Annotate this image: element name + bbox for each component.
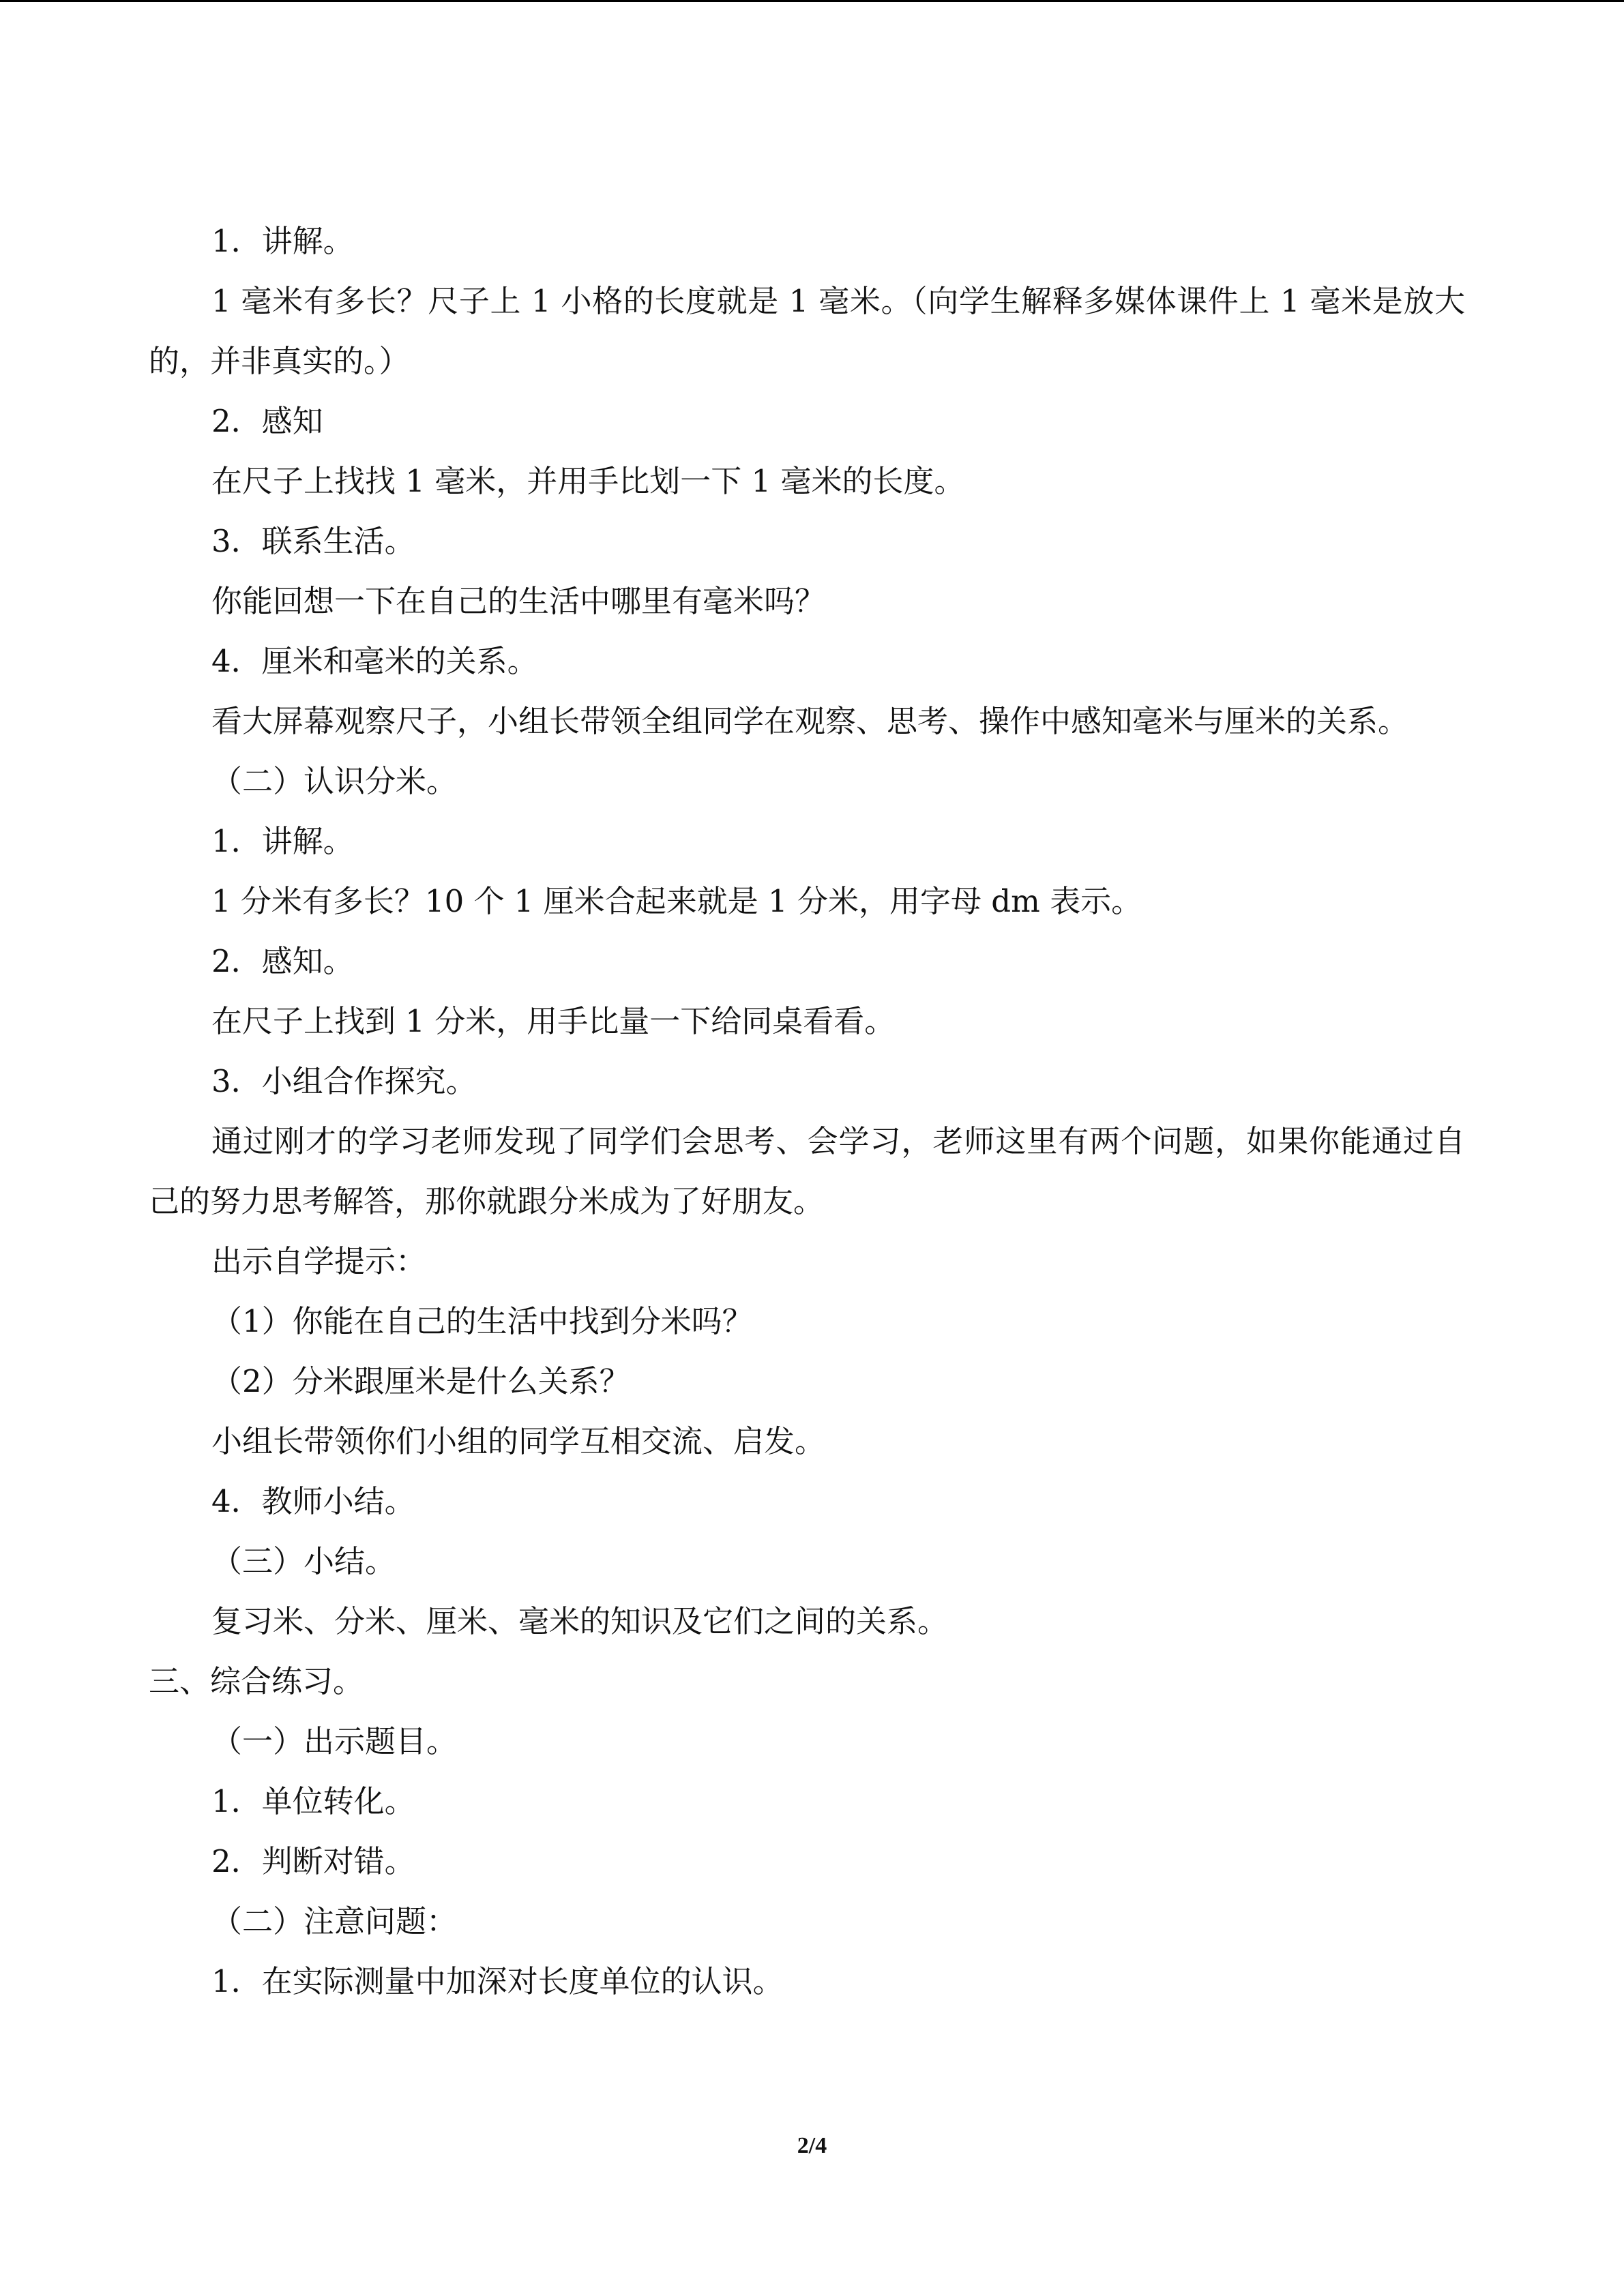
page-number: 2/4 [797,2133,827,2158]
paragraph-5: 3．联系生活。 [211,523,415,559]
paragraph-25: 1．单位转化。 [211,1783,415,1819]
paragraph-20: 4．教师小结。 [211,1483,415,1519]
paragraph-17: （1）你能在自己的生活中找到分米吗？ [211,1303,753,1339]
paragraph-2: 1 毫米有多长？尺子上 1 小格的长度就是 1 毫米。（向学生解释多媒体课件上 1 毫米是放大的，并非真实的。） [149,283,1465,379]
paragraph-21: （三）小结。 [211,1543,396,1579]
paragraph-9: （二）认识分米。 [211,763,458,799]
section-heading-3: 三、综合练习。 [149,1663,364,1699]
paragraph-1: 1．讲解。 [211,223,354,259]
paragraph-14: 3．小组合作探究。 [211,1063,477,1099]
document-body [149,211,1465,2012]
paragraph-19: 小组长带领你们小组的同学互相交流、启发。 [211,1423,826,1459]
paragraph-16: 出示自学提示： [211,1243,427,1279]
paragraph-13: 在尺子上找到 1 分米，用手比量一下给同桌看看。 [211,1003,896,1039]
paragraph-26: 2．判断对错。 [211,1843,415,1879]
paragraph-24: （一）出示题目。 [211,1723,458,1759]
paragraph-12: 2．感知。 [211,943,354,979]
paragraph-27: （二）注意问题： [211,1903,458,1939]
paragraph-22: 复习米、分米、厘米、毫米的知识及它们之间的关系。 [211,1603,949,1639]
paragraph-3: 2．感知 [211,403,323,439]
paragraph-6: 你能回想一下在自己的生活中哪里有毫米吗？ [211,583,826,619]
paragraph-4: 在尺子上找找 1 毫米，并用手比划一下 1 毫米的长度。 [211,463,965,499]
paragraph-10: 1．讲解。 [211,823,354,859]
paragraph-28: 1．在实际测量中加深对长度单位的认识。 [211,1963,784,1999]
paragraph-11: 1 分米有多长？10 个 1 厘米合起来就是 1 分米，用字母 dm 表示。 [211,883,1142,919]
page-top-rule [0,0,1624,2]
paragraph-7: 4．厘米和毫米的关系。 [211,643,538,679]
paragraph-15: 通过刚才的学习老师发现了同学们会思考、会学习，老师这里有两个问题，如果你能通过自己的努力思考解答，那你就跟分米成为了好朋友。 [149,1123,1465,1219]
paragraph-8: 看大屏幕观察尺子，小组长带领全组同学在观察、思考、操作中感知毫米与厘米的关系。 [211,703,1409,739]
paragraph-18: （2）分米跟厘米是什么关系？ [211,1363,630,1399]
